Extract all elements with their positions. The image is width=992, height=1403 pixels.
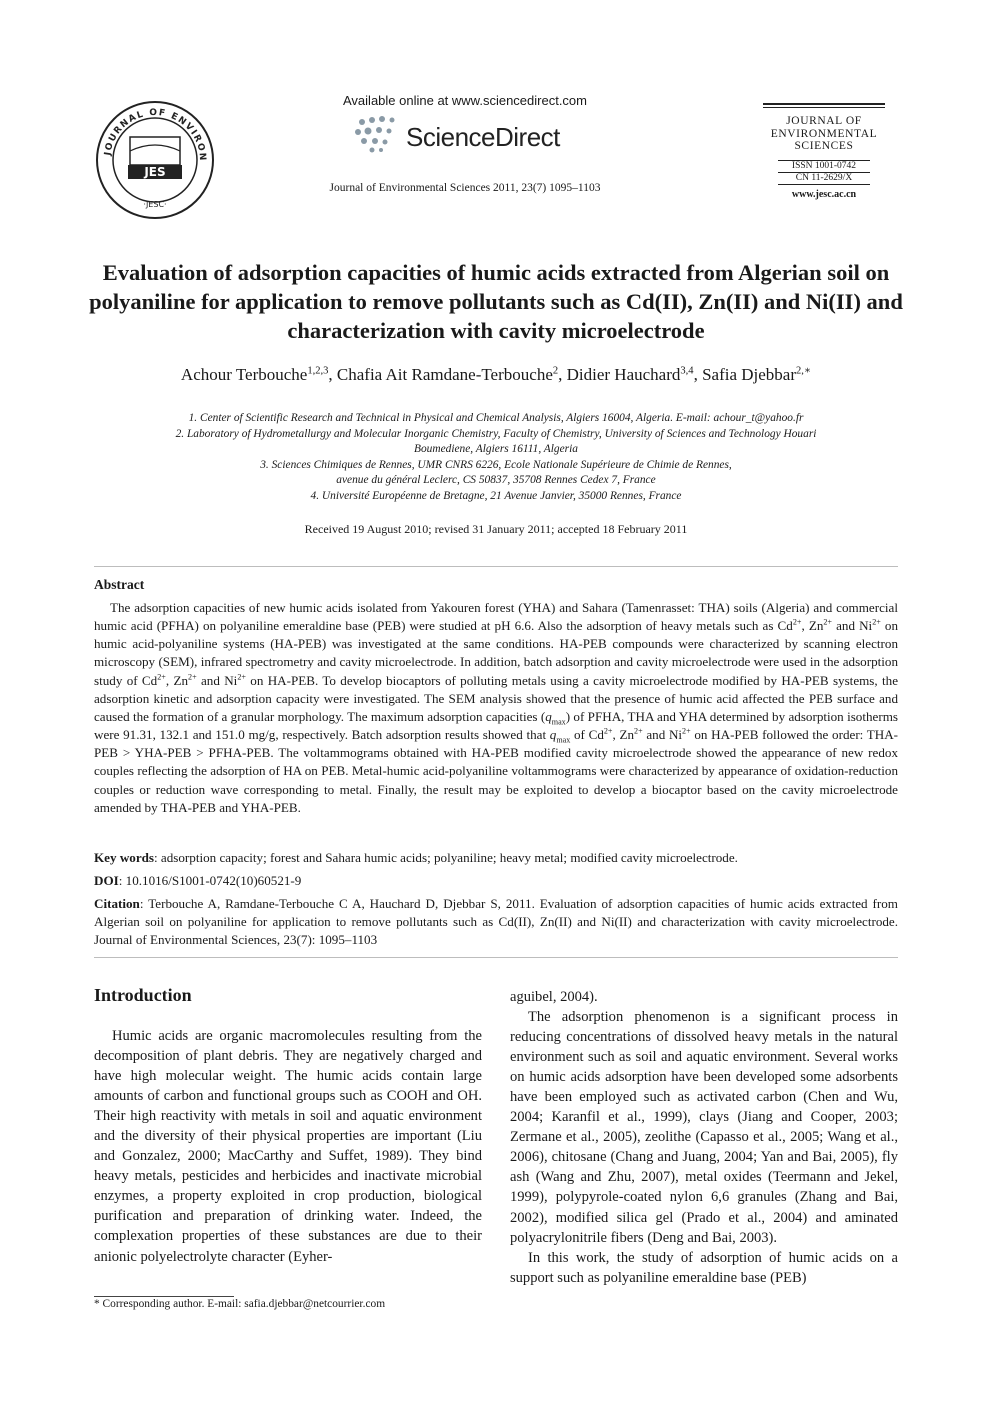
- journal-website: www.jesc.ac.cn: [791, 188, 857, 200]
- cn-number: CN 11-2629/X: [778, 173, 870, 185]
- author: Chafia Ait Ramdane-Terbouche: [336, 365, 553, 384]
- introduction-right-column: [510, 987, 898, 1288]
- affiliation-line: avenue du général Leclerc, CS 50837, 35708 Rennes Cedex 7, France: [336, 474, 656, 487]
- jes-seal-logo: [92, 99, 218, 221]
- sciencedirect-wordmark: ScienceDirect: [406, 122, 560, 152]
- divider: [94, 566, 898, 567]
- journal-masthead-title: JOURNAL OF ENVIRONMENTAL SCIENCES: [770, 115, 878, 152]
- paragraph: In this work, the study of adsorption of humic acids on a support such as polyaniline emeraldine base (PEB): [510, 1249, 898, 1286]
- journal-reference: Journal of Environmental Sciences 2011, 23(7) 1095–1103: [329, 182, 601, 194]
- keywords: Key words: adsorption capacity; forest and Sahara humic acids; polyaniline; heavy metal; modified cavity microelectrode.: [94, 850, 738, 865]
- svg-text:JOURNAL OF ENVIRONMENTAL SCIEN: JOURNAL OF ENVIRON: [103, 107, 208, 163]
- author-list: Achour Terbouche$^{1,2,3}$, Chafia Ait Ramdane-Terbouche$^2$, Didier Hauchard$^{3,4}$, Safia Djebbar$^{2,∗}$: [180, 365, 812, 384]
- jes-logo-text: JES: [144, 165, 166, 179]
- available-online-text: Available online at www.sciencedirect.com: [343, 93, 587, 108]
- paragraph: aguibel, 2004).: [510, 989, 598, 1005]
- citation: Citation: Terbouche A, Ramdane-Terbouche C A, Hauchard D, Djebbar S, 2011. Evaluation of adsorption capacities of humic acids extracted from Algerian soil on polyaniline for application to remove pollutants such as Cd(II), Zn(II) and Ni(II) and characterization with cavity microelectrode. Journal of Environmental Sciences, 23(7): 1095–1103: [94, 896, 898, 948]
- received-dates: Received 19 August 2010; revised 31 January 2011; accepted 18 February 2011: [304, 522, 688, 536]
- paper-title: Evaluation of adsorption capacities of humic acids extracted from Algerian soil on polyaniline for application to remove pollutants such as Cd(II), Zn(II) and Ni(II) and characterization with cavity microelectrode: [89, 260, 903, 343]
- paragraph: Humic acids are organic macromolecules resulting from the decomposition of plant debris. They are negatively charged and have high molecular weight. The humic acids contain large amounts of carbon and functional groups such as COOH and OH. Their high reactivity with metals in soil and aquatic environment and the diversity of their physical properties are important (Liu and Gonzalez, 2000; MacCarthy and Suffet, 1989). They bind heavy metals, pesticides and herbicides and inactivate microbial enzymes, a property exploited in crop production, biological purification and preparation of drinking water. Indeed, the complexation properties of these substances are due to their anionic polyelectrolyte character (Eyher-: [94, 1028, 482, 1265]
- author: Achour Terbouche: [180, 365, 308, 384]
- affiliation-line: 2. Laboratory of Hydrometallurgy and Molecular Inorganic Chemistry, Faculty of Chemistry, University of Sciences and Technology Houari: [175, 427, 817, 440]
- svg-text:·JESC·: ·JESC·: [143, 200, 167, 209]
- author: Safia Djebbar: [702, 365, 796, 384]
- affiliation-line: 3. Sciences Chimiques de Rennes, UMR CNRS 6226, Ecole Nationale Supérieure de Chimie de Rennes,: [260, 458, 732, 471]
- issn: ISSN 1001-0742: [778, 160, 870, 173]
- affiliation-line: 1. Center of Scientific Research and Technical in Physical and Chemical Analysis, Algiers 16004, Algeria. E-mail: achour_t@yahoo.fr: [188, 412, 804, 424]
- corresponding-author-footnote: * Corresponding author. E-mail: safia.djebbar@netcourrier.com: [94, 1298, 386, 1310]
- divider: [94, 957, 898, 958]
- sciencedirect-dots-icon: [352, 114, 404, 154]
- journal-masthead-box: [763, 103, 885, 200]
- doi: DOI: 10.1016/S1001-0742(10)60521-9: [94, 873, 302, 888]
- introduction-heading: Introduction: [94, 985, 192, 1005]
- sciencedirect-logo: [352, 114, 612, 154]
- abstract-heading: Abstract: [94, 577, 145, 592]
- affiliation-line: Boumediene, Algiers 16111, Algeria: [414, 443, 578, 456]
- affiliations: [90, 411, 902, 505]
- author: Didier Hauchard: [566, 365, 681, 384]
- footnote-rule: [94, 1296, 234, 1297]
- affiliation-line: 4. Université Européenne de Bretagne, 21 Avenue Janvier, 35000 Rennes, France: [310, 489, 682, 502]
- abstract-text: The adsorption capacities of new humic acids isolated from Yakouren forest (YHA) and Sahara (Tamenrasset: THA) soils (Algeria) and commercial humic acid (PFHA) on polyaniline emeraldine base (PEB) were studied at pH 6.6. Also the adsorption of heavy metals such as $Cd^{2+}$, $Zn^{2+}$ and $Ni^{2+}$ on humic acid-polyaniline systems (HA-PEB) was investigated at the same conditions. HA-PEB compounds were characterized by scanning electron microscopy (SEM), infrared spectrometry and cavity microelectrode. In addition, batch adsorption and cavity microelectrode were used in the adsorption study of $Cd^{2+}$, $Zn^{2+}$ and $Ni^{2+}$ on HA-PEB. To develop biocaptors of polluting metals using a cavity microelectrode modified by HA-PEB systems, the adsorption kinetic and adsorption capacity were investigated. The SEM analysis showed that the presence of humic acid affected the PEB surface and caused the formation of a granular morphology. The maximum adsorption capacities $(q_{max})$ of PFHA, THA and YHA determined by adsorption isotherms were 91.31, 132.1 and 151.0 mg/g, respectively. Batch adsorption results showed that $q_{max}$ of $Cd^{2+}$, $Zn^{2+}$ and $Ni^{2+}$ on HA-PEB followed the order: THA-PEB > YHA-PEB > PFHA-PEB. The voltammograms obtained with HA-PEB modified cavity microelectrode showed the appearance of new redox couples reflecting the adsorption of HA on PEB. Metal-humic acid-polyaniline voltammograms were characterized by appearance of oxidation-reduction couples or reduction wave corresponding to metal. Finally, the result may be exploited to develop a biocaptor based on the cavity microelectrode amended by THA-PEB and YHA-PEB.: [94, 600, 899, 815]
- introduction-left-column: [94, 1026, 482, 1267]
- paragraph: The adsorption phenomenon is a significant process in reducing concentrations of dissolved heavy metals in the natural environment such as soil and aquatic environment. Several works on humic acids adsorption have been developed some adsorbents have been employed such as activated carbon (Chen and Wu, 2004; Karanfil et al., 1999), clays (Jiang and Cooper, 2003; Zermane et al., 2005), zeolithe (Capasso et al., 2005; Wang et al., 2006), chitosane (Chang and Juang, 2004; Yan and Bai, 2005), fly ash (Wang and Zhu, 2007), metal oxides (Teermann and Jekel, 1999), polypyrole-coated nylon 6,6 granules (Zhang and Bai, 2002), modified silica gel (Prado et al., 2004) and aminated polyacrylonitrile fibers (Deng and Bai, 2003).: [510, 1009, 898, 1246]
